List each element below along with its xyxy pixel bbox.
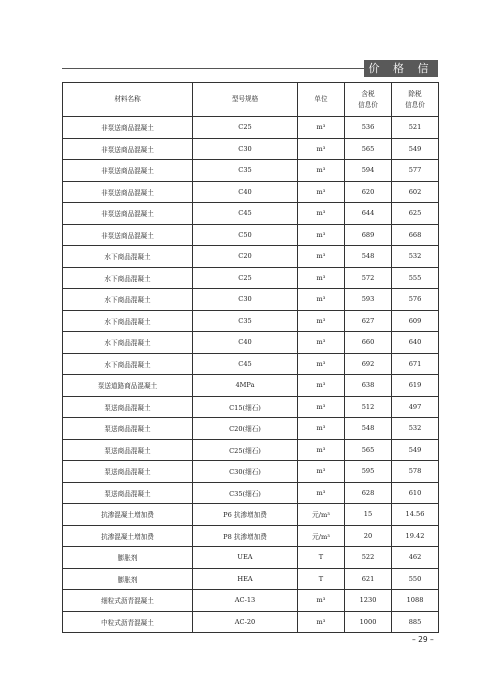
cell-material: 细粒式沥青混凝土 <box>63 590 193 612</box>
cell-material: 水下商品混凝土 <box>63 332 193 354</box>
cell-material: 水下商品混凝土 <box>63 353 193 375</box>
cell-with-tax: 1230 <box>345 590 392 612</box>
table-row <box>63 224 439 246</box>
col-header-spec: 型号规格 <box>193 83 298 117</box>
cell-with-tax: 620 <box>345 181 392 203</box>
cell-no-tax: 668 <box>392 224 439 246</box>
table-row <box>63 138 439 160</box>
cell-no-tax: 576 <box>392 289 439 311</box>
cell-material: 泵送商品混凝土 <box>63 396 193 418</box>
cell-unit: T <box>298 568 345 590</box>
cell-with-tax: 628 <box>345 482 392 504</box>
page-number: – 29 – <box>412 635 434 644</box>
cell-unit: m³ <box>298 396 345 418</box>
cell-unit: m³ <box>298 203 345 225</box>
table-row <box>63 482 439 504</box>
cell-with-tax: 644 <box>345 203 392 225</box>
cell-spec: C40 <box>193 332 298 354</box>
cell-with-tax: 512 <box>345 396 392 418</box>
cell-with-tax: 548 <box>345 246 392 268</box>
cell-spec: C45 <box>193 353 298 375</box>
cell-material: 膨胀剂 <box>63 547 193 569</box>
col-header-material: 材料名称 <box>63 83 193 117</box>
table-row <box>63 375 439 397</box>
table-row <box>63 117 439 139</box>
cell-material: 泵送商品混凝土 <box>63 482 193 504</box>
cell-no-tax: 619 <box>392 375 439 397</box>
table-row <box>63 353 439 375</box>
cell-spec: C20(细石) <box>193 418 298 440</box>
cell-with-tax: 594 <box>345 160 392 182</box>
table-row <box>63 396 439 418</box>
cell-no-tax: 609 <box>392 310 439 332</box>
cell-spec: C50 <box>193 224 298 246</box>
cell-spec: C35(细石) <box>193 482 298 504</box>
cell-material: 非泵送商品混凝土 <box>63 160 193 182</box>
cell-no-tax: 462 <box>392 547 439 569</box>
cell-material: 抗渗混凝土增加费 <box>63 504 193 526</box>
table-row <box>63 439 439 461</box>
cell-unit: T <box>298 547 345 569</box>
cell-with-tax: 595 <box>345 461 392 483</box>
cell-unit: m³ <box>298 267 345 289</box>
col-header-with-tax-line1: 含税 <box>361 89 375 98</box>
cell-spec: C30(细石) <box>193 461 298 483</box>
cell-unit: m³ <box>298 611 345 633</box>
cell-with-tax: 572 <box>345 267 392 289</box>
cell-unit: m³ <box>298 461 345 483</box>
cell-no-tax: 14.56 <box>392 504 439 526</box>
cell-unit: m³ <box>298 418 345 440</box>
table-row <box>63 160 439 182</box>
cell-no-tax: 19.42 <box>392 525 439 547</box>
table-row <box>63 461 439 483</box>
cell-unit: m³ <box>298 590 345 612</box>
cell-unit: m³ <box>298 439 345 461</box>
table-row <box>63 181 439 203</box>
cell-unit: 元/m³ <box>298 504 345 526</box>
cell-material: 非泵送商品混凝土 <box>63 138 193 160</box>
table-header-row <box>63 83 439 117</box>
cell-no-tax: 602 <box>392 181 439 203</box>
cell-spec: C45 <box>193 203 298 225</box>
cell-unit: m³ <box>298 353 345 375</box>
cell-with-tax: 660 <box>345 332 392 354</box>
cell-material: 非泵送商品混凝土 <box>63 181 193 203</box>
cell-unit: m³ <box>298 117 345 139</box>
cell-spec: C20 <box>193 246 298 268</box>
cell-no-tax: 555 <box>392 267 439 289</box>
cell-material: 非泵送商品混凝土 <box>63 203 193 225</box>
cell-with-tax: 15 <box>345 504 392 526</box>
table-row <box>63 611 439 633</box>
cell-material: 泵送商品混凝土 <box>63 461 193 483</box>
table-row <box>63 504 439 526</box>
cell-material: 泵送商品混凝土 <box>63 439 193 461</box>
cell-spec: P8 抗渗增加费 <box>193 525 298 547</box>
cell-no-tax: 885 <box>392 611 439 633</box>
cell-material: 非泵送商品混凝土 <box>63 117 193 139</box>
cell-unit: m³ <box>298 289 345 311</box>
cell-unit: m³ <box>298 224 345 246</box>
cell-with-tax: 689 <box>345 224 392 246</box>
table-row <box>63 547 439 569</box>
table-row <box>63 590 439 612</box>
cell-material: 中粒式沥青混凝土 <box>63 611 193 633</box>
cell-spec: AC-20 <box>193 611 298 633</box>
cell-unit: m³ <box>298 160 345 182</box>
cell-material: 膨胀剂 <box>63 568 193 590</box>
col-header-no-tax-line1: 除税 <box>408 89 422 98</box>
cell-no-tax: 497 <box>392 396 439 418</box>
cell-with-tax: 692 <box>345 353 392 375</box>
cell-with-tax: 536 <box>345 117 392 139</box>
cell-with-tax: 593 <box>345 289 392 311</box>
col-header-no-tax-line2: 信息价 <box>405 100 425 109</box>
cell-with-tax: 565 <box>345 439 392 461</box>
table-row <box>63 203 439 225</box>
cell-with-tax: 627 <box>345 310 392 332</box>
cell-material: 水下商品混凝土 <box>63 246 193 268</box>
cell-material: 泵送商品混凝土 <box>63 418 193 440</box>
cell-no-tax: 640 <box>392 332 439 354</box>
col-header-unit: 单位 <box>298 83 345 117</box>
cell-material: 水下商品混凝土 <box>63 310 193 332</box>
cell-with-tax: 1000 <box>345 611 392 633</box>
header-rule <box>62 68 364 69</box>
cell-with-tax: 522 <box>345 547 392 569</box>
cell-spec: C30 <box>193 289 298 311</box>
cell-spec: C25 <box>193 117 298 139</box>
cell-no-tax: 532 <box>392 246 439 268</box>
table-row <box>63 418 439 440</box>
cell-unit: m³ <box>298 181 345 203</box>
col-header-with-tax-line2: 信息价 <box>358 100 378 109</box>
cell-spec: C35 <box>193 310 298 332</box>
cell-with-tax: 621 <box>345 568 392 590</box>
cell-spec: HEA <box>193 568 298 590</box>
cell-with-tax: 565 <box>345 138 392 160</box>
table-row <box>63 289 439 311</box>
cell-no-tax: 577 <box>392 160 439 182</box>
cell-spec: 4MPa <box>193 375 298 397</box>
cell-material: 泵送道路商品混凝土 <box>63 375 193 397</box>
cell-spec: P6 抗渗增加费 <box>193 504 298 526</box>
table-row <box>63 246 439 268</box>
cell-no-tax: 549 <box>392 138 439 160</box>
table-row <box>63 332 439 354</box>
cell-unit: 元/m³ <box>298 525 345 547</box>
cell-with-tax: 638 <box>345 375 392 397</box>
cell-spec: C30 <box>193 138 298 160</box>
cell-material: 水下商品混凝土 <box>63 267 193 289</box>
cell-spec: C40 <box>193 181 298 203</box>
cell-spec: C15(细石) <box>193 396 298 418</box>
price-table <box>62 82 439 633</box>
cell-no-tax: 671 <box>392 353 439 375</box>
cell-unit: m³ <box>298 246 345 268</box>
cell-unit: m³ <box>298 138 345 160</box>
cell-spec: C25(细石) <box>193 439 298 461</box>
cell-no-tax: 532 <box>392 418 439 440</box>
col-header-no-tax <box>392 83 439 117</box>
section-title: 价 格 信 息 <box>364 60 438 77</box>
table-row <box>63 568 439 590</box>
cell-no-tax: 1088 <box>392 590 439 612</box>
cell-no-tax: 521 <box>392 117 439 139</box>
table-row <box>63 525 439 547</box>
cell-spec: C35 <box>193 160 298 182</box>
cell-with-tax: 20 <box>345 525 392 547</box>
cell-no-tax: 578 <box>392 461 439 483</box>
cell-spec: UEA <box>193 547 298 569</box>
cell-no-tax: 610 <box>392 482 439 504</box>
cell-spec: C25 <box>193 267 298 289</box>
cell-unit: m³ <box>298 482 345 504</box>
cell-with-tax: 548 <box>345 418 392 440</box>
cell-material: 非泵送商品混凝土 <box>63 224 193 246</box>
col-header-with-tax <box>345 83 392 117</box>
cell-no-tax: 550 <box>392 568 439 590</box>
cell-unit: m³ <box>298 332 345 354</box>
cell-unit: m³ <box>298 375 345 397</box>
cell-spec: AC-13 <box>193 590 298 612</box>
cell-no-tax: 625 <box>392 203 439 225</box>
table-row <box>63 267 439 289</box>
cell-no-tax: 549 <box>392 439 439 461</box>
cell-unit: m³ <box>298 310 345 332</box>
cell-material: 水下商品混凝土 <box>63 289 193 311</box>
cell-material: 抗渗混凝土增加费 <box>63 525 193 547</box>
table-row <box>63 310 439 332</box>
